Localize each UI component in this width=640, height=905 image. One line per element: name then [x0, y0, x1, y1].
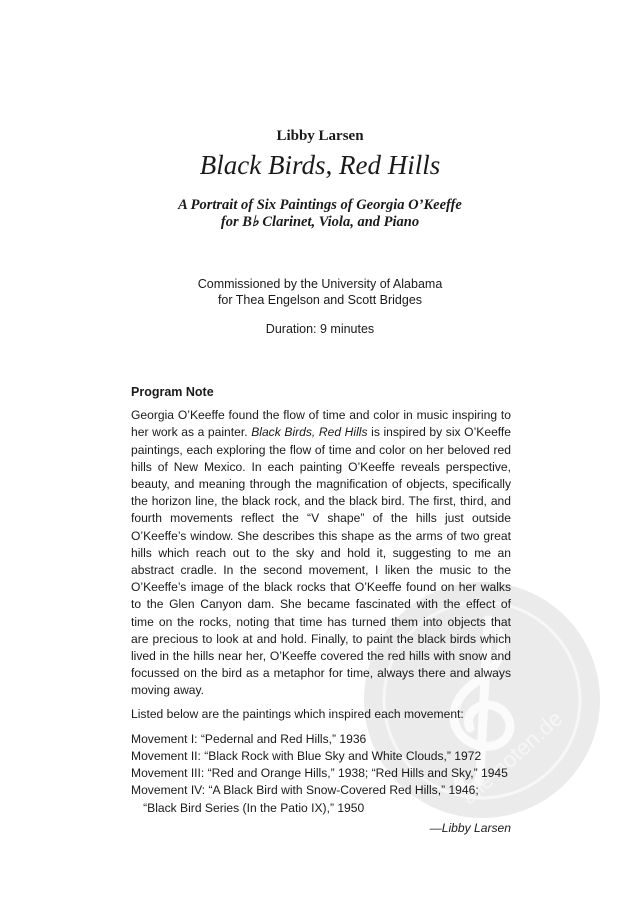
paragraph-rest: is inspired by six O’Keeffe paintings, each exploring the flow of time and color on her beloved red hills of New Mexico. In each painting O’Keeffe reveals perspective, beauty, and meaning through the magnification of objects, specifically the horizon line, the black rock, and the black bird. The first, third, and fourth movements reflect the “V shape” of the hills just outside O’Keeffe’s window. She describes this shape as the arms of two great hills which reach out to the sky and hold it, suggesting to me an abstract cradle. In the second movement, I liken the music to the O’Keeffe’s image of the black rocks that O’Keeffe found on her walks to the Glen Canyon dam. She became fascinated with the effect of time on the rocks, noting that time has turned them into objects that are precious to look at and hold. Finally, to paint the black birds which lived in the hills near her, O’Keeffe covered the red hills with snow and focussed on the bird as a metaphor for time, always there and always moving away. [131, 425, 512, 698]
signature: —Libby Larsen [429, 820, 511, 835]
movement-item: “Black Bird Series (In the Patio IX),” 1950 [131, 800, 365, 815]
program-note [131, 384, 511, 837]
program-note-heading: Program Note [131, 385, 214, 399]
paragraph-start: Georgia O’Keeffe found the flow of time and color in music inspiring to her work as a painter. [131, 408, 511, 440]
paragraph-title-italic: Black Birds, Red Hills [251, 425, 368, 440]
paintings-intro: Listed below are the paintings which inspired each movement: [131, 706, 464, 721]
program-note-paragraph [131, 407, 511, 699]
movement-item: Movement IV: “A Black Bird with Snow-Covered Red Hills,” 1946; [131, 783, 479, 798]
work-title: Black Birds, Red Hills [199, 150, 441, 180]
movement-item: Movement III: “Red and Orange Hills,” 1938; “Red Hills and Sky,” 1945 [131, 766, 508, 781]
dedication-line: for Thea Engelson and Scott Bridges [217, 293, 423, 307]
instrumentation-line: for B♭ Clarinet, Viola, and Piano [220, 214, 420, 230]
commission-note [0, 276, 640, 308]
movement-item: Movement I: “Pedernal and Red Hills,” 1936 [131, 731, 367, 746]
watermark-text: alle-noten.de [456, 705, 568, 810]
movement-list [131, 731, 511, 817]
commission-line: Commissioned by the University of Alabama [197, 277, 443, 291]
composer-name: Libby Larsen [276, 128, 364, 144]
duration: Duration: 9 minutes [265, 322, 375, 336]
work-subtitle [0, 197, 640, 231]
movement-item: Movement II: “Black Rock with Blue Sky and White Clouds,” 1972 [131, 749, 482, 764]
subtitle-line: A Portrait of Six Paintings of Georgia O’Keeffe [178, 197, 462, 213]
